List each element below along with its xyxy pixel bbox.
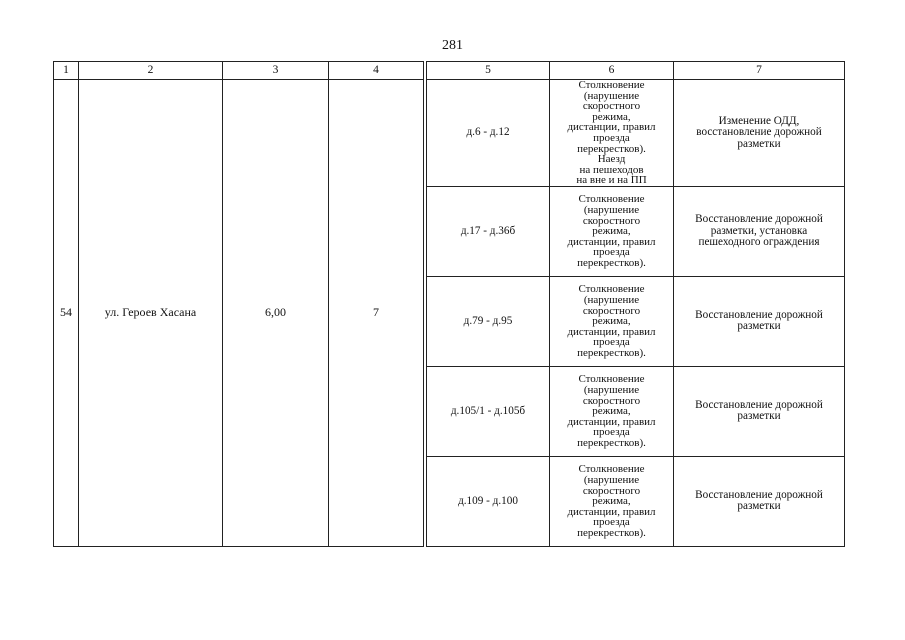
segment-cell: д.79 - д.95 (427, 276, 550, 366)
cause-line: перекрестков). (577, 346, 646, 359)
cause-line: Наезд (597, 153, 626, 166)
cause-line: перекрестков). (577, 526, 646, 539)
cause-line: режима, (592, 495, 631, 508)
street-name: ул. Героев Хасана (79, 80, 223, 547)
measure-line: восстановление дорожной (696, 126, 822, 139)
header-cell: 1 (54, 62, 79, 80)
cause-line: проезда (593, 131, 630, 144)
cause-line: (нарушение (583, 203, 640, 216)
segment-cell: д.105/1 - д.105б (427, 366, 550, 456)
header-cell: 5 (427, 62, 550, 80)
cause-line: (нарушение (583, 383, 640, 396)
measures-cell (674, 456, 845, 546)
cause-line: дистанции, правил (567, 235, 656, 248)
measure-line: разметки (737, 410, 781, 423)
cause-line: дистанции, правил (567, 121, 656, 134)
accident-cause-cell (550, 186, 674, 276)
cause-line: режима, (592, 315, 631, 328)
measure-line: Восстановление дорожной (695, 399, 823, 412)
measures-cell (674, 366, 845, 456)
cause-line: дистанции, правил (567, 415, 656, 428)
row-number: 54 (54, 80, 79, 547)
cause-line: скоростного (582, 100, 641, 113)
cause-line: проезда (593, 336, 630, 349)
segment-cell: д.109 - д.100 (427, 456, 550, 546)
header-cell: 3 (223, 62, 329, 80)
cause-line: проезда (593, 516, 630, 529)
cause-line: (нарушение (583, 89, 640, 102)
accident-table (53, 61, 845, 547)
cause-line: скоростного (582, 214, 641, 227)
measures-cell (674, 186, 845, 276)
value-col3: 6,00 (223, 80, 329, 547)
measure-line: пешеходного ограждения (698, 236, 820, 249)
cause-line: проезда (593, 426, 630, 439)
cause-line: дистанции, правил (567, 505, 656, 518)
measure-line: Восстановление дорожной (695, 489, 823, 502)
cause-line: на пешеходов (579, 163, 644, 176)
cause-line: на вне и на ПП (576, 174, 647, 187)
cause-line: перекрестков). (577, 436, 646, 449)
measure-line: разметки (737, 137, 781, 150)
measures-cell (674, 276, 845, 366)
table-row (54, 80, 845, 187)
cause-line: Столкновение (578, 373, 645, 386)
header-cell: 7 (674, 62, 845, 80)
accident-cause-cell (550, 456, 674, 546)
header-cell: 6 (550, 62, 674, 80)
header-cell: 2 (79, 62, 223, 80)
cause-line: перекрестков). (577, 142, 646, 155)
cause-line: Столкновение (578, 193, 645, 206)
accident-cause-cell (550, 80, 674, 187)
cause-line: Столкновение (578, 283, 645, 296)
cause-line: Столкновение (578, 463, 645, 476)
value-col4: 7 (329, 80, 424, 547)
cause-line: режима, (592, 225, 631, 238)
header-row (54, 62, 845, 80)
measures-cell (674, 80, 845, 187)
cause-line: режима, (592, 405, 631, 418)
measure-line: разметки, установка (710, 224, 808, 237)
measure-line: разметки (737, 320, 781, 333)
cause-line: скоростного (582, 394, 641, 407)
cause-line: режима, (592, 110, 631, 123)
segment-cell: д.17 - д.36б (427, 186, 550, 276)
measure-line: разметки (737, 500, 781, 513)
cause-line: скоростного (582, 484, 641, 497)
cause-line: Столкновение (578, 79, 645, 91)
accident-cause-cell (550, 366, 674, 456)
cause-line: перекрестков). (577, 256, 646, 269)
cause-line: дистанции, правил (567, 325, 656, 338)
accident-cause-cell (550, 276, 674, 366)
cause-line: проезда (593, 246, 630, 259)
cause-line: скоростного (582, 304, 641, 317)
measure-line: Изменение ОДД, (718, 115, 800, 128)
measure-line: Восстановление дорожной (695, 213, 823, 226)
cause-line: (нарушение (583, 293, 640, 306)
measure-line: Восстановление дорожной (695, 309, 823, 322)
header-cell: 4 (329, 62, 424, 80)
segment-cell: д.6 - д.12 (427, 80, 550, 187)
page-number: 281 (442, 38, 463, 53)
cause-line: (нарушение (583, 473, 640, 486)
